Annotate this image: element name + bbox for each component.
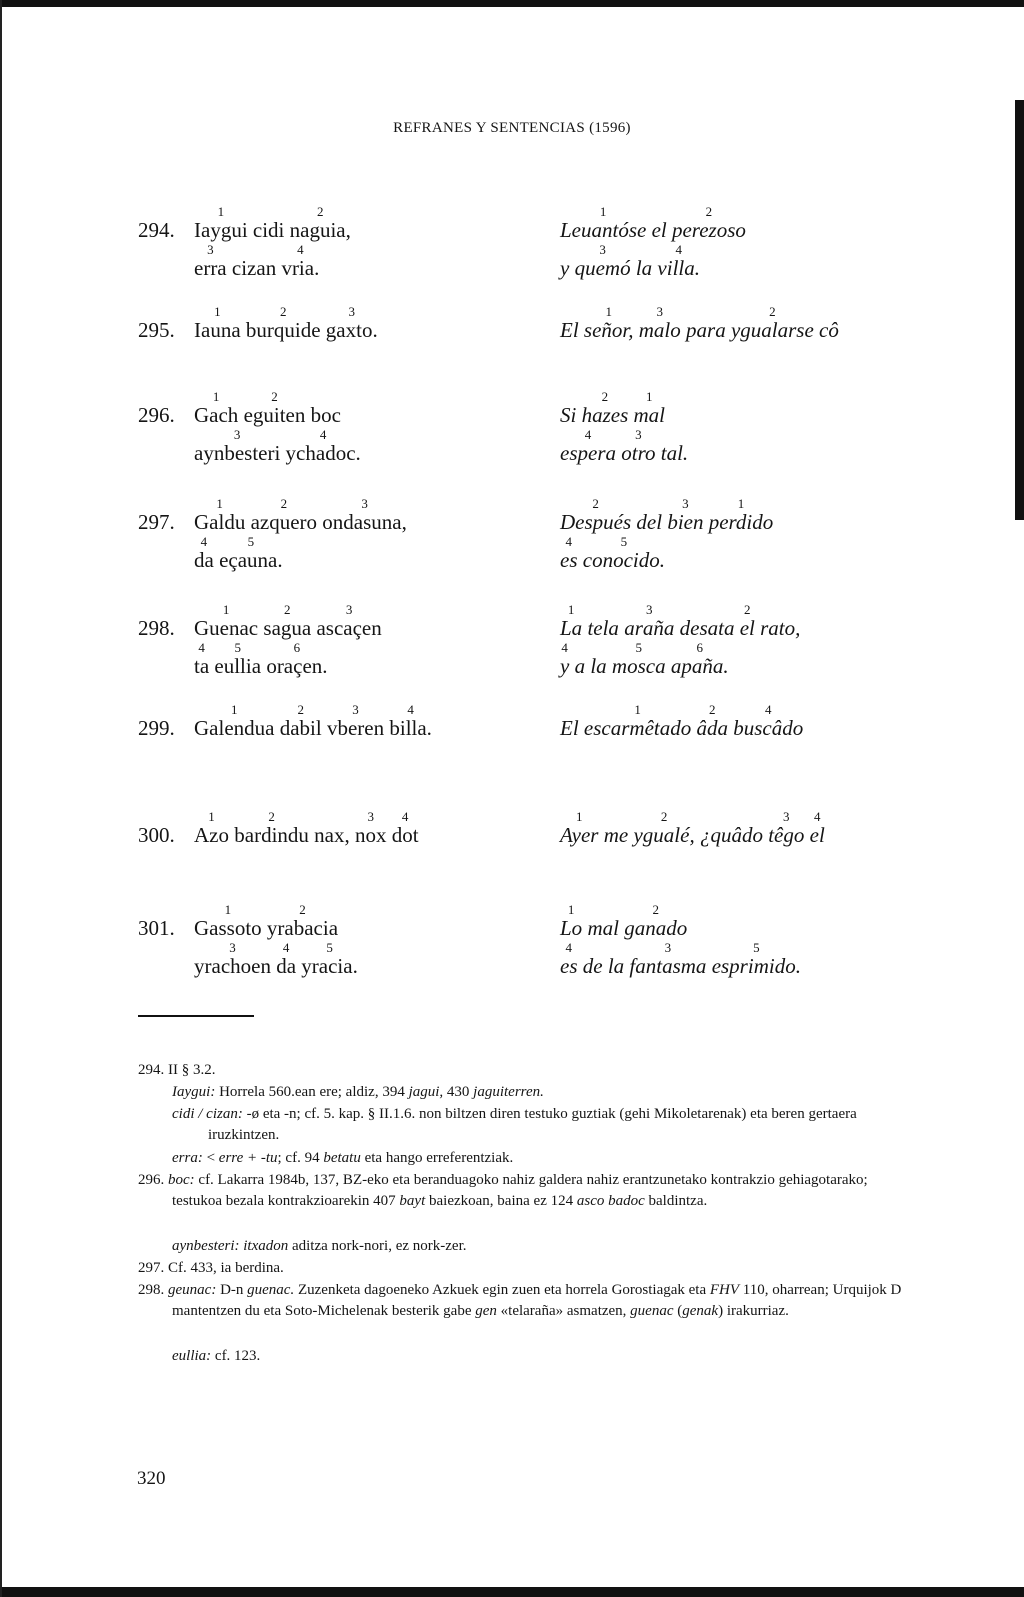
word: desata — [679, 616, 735, 640]
word-order-index: 3 — [656, 304, 664, 319]
word: ganado 2 — [624, 902, 688, 940]
word: bien 3 — [667, 496, 704, 534]
word: ondasuna, 3 — [322, 496, 407, 534]
word-order-index: 2 — [708, 702, 716, 717]
word: hazes 2 — [581, 389, 629, 427]
word: gaxto. 3 — [325, 304, 378, 342]
word-order-index: 3 — [348, 304, 355, 319]
word: yracia. 5 — [301, 940, 358, 978]
word-order-index: 4 — [198, 640, 205, 655]
word: Guenac 1 — [194, 602, 259, 640]
word-order-index: 5 — [620, 534, 628, 549]
entry-number: 296. — [138, 403, 175, 427]
running-head: REFRANES Y SENTENCIAS (1596) — [393, 120, 631, 136]
word-order-index: 3 — [783, 809, 790, 824]
word: eguiten 2 — [243, 389, 306, 427]
word: aynbesteri 3 — [194, 427, 281, 465]
word-order-index: 3 — [367, 809, 374, 824]
word-order-index: 1 — [208, 809, 215, 824]
word-order-index: 2 — [299, 902, 306, 917]
word-order-index: 3 — [345, 602, 353, 617]
basque-line-2 — [194, 640, 328, 678]
word-order-index: 1 — [222, 602, 230, 617]
word: rato, — [760, 616, 801, 640]
note-298-eullia: eullia: cf. 123. — [172, 1348, 261, 1364]
word: da 4 — [194, 534, 214, 572]
word: la — [635, 256, 653, 280]
word: El — [560, 318, 579, 342]
word: dot 4 — [391, 809, 419, 847]
note-294-erra: erra: < erre + -tu; cf. 94 betatu eta hango erreferentziak. — [172, 1150, 514, 1166]
word: ascaçen 3 — [316, 602, 382, 640]
word-order-index: 5 — [753, 940, 760, 955]
word: oraçen. 6 — [266, 640, 328, 678]
word: cizan — [231, 256, 277, 280]
word-order-index: 1 — [217, 204, 225, 219]
word-order-index: 2 — [280, 496, 288, 511]
word-order-index: 1 — [567, 902, 575, 917]
word-order-index: 5 — [234, 640, 241, 655]
word: y 4 — [560, 640, 570, 678]
word-order-index: 1 — [216, 496, 223, 511]
word-order-index: 1 — [646, 389, 653, 404]
basque-line-1 — [194, 496, 407, 534]
footnote-rule — [138, 1015, 254, 1017]
word-order-index: 1 — [634, 702, 641, 717]
word: el — [651, 218, 667, 242]
word: buscâdo 4 — [733, 702, 804, 740]
word: es 4 — [560, 940, 578, 978]
word: cidi — [252, 218, 285, 242]
word: Leuantóse 1 — [560, 204, 647, 242]
word-order-index: 1 — [212, 389, 220, 404]
spanish-line-1 — [560, 389, 666, 427]
word: Iauna 1 — [194, 304, 241, 342]
word: esprimido. 5 — [711, 940, 801, 978]
word-order-index: 6 — [293, 640, 301, 655]
spanish-line-1 — [560, 702, 804, 740]
word-order-index: 4 — [407, 702, 414, 717]
word-order-index: 3 — [352, 702, 359, 717]
word-order-index: 2 — [268, 809, 275, 824]
word: Galdu 1 — [194, 496, 246, 534]
basque-line-1 — [194, 602, 382, 640]
word: erra 3 — [194, 242, 227, 280]
word-order-index: 2 — [592, 496, 599, 511]
spanish-line-2 — [560, 242, 700, 280]
word: fantasma 3 — [629, 940, 707, 978]
scan-edge-top — [0, 0, 1024, 7]
word: señor, 1 — [583, 304, 634, 342]
word-order-index: 4 — [200, 534, 208, 549]
entry-number: 297. — [138, 510, 175, 534]
word-order-index: 4 — [764, 702, 772, 717]
word: malo 3 — [638, 304, 681, 342]
basque-line-1 — [194, 902, 339, 940]
word-order-index: 1 — [214, 304, 221, 319]
word-order-index: 3 — [361, 496, 368, 511]
note-294-iaygui: Iaygui: Horrela 560.ean ere; aldiz, 394 jagui, 430 jaguiterren. — [172, 1084, 544, 1100]
word: Azo 1 — [194, 809, 229, 847]
word-order-index: 3 — [229, 940, 236, 955]
word: yrachoen 3 — [194, 940, 271, 978]
word-order-index: 2 — [705, 204, 713, 219]
word: tal. — [660, 441, 689, 465]
spanish-line-2 — [560, 940, 801, 978]
word: conocido. 5 — [582, 534, 665, 572]
word: y — [560, 256, 570, 280]
word: El — [560, 716, 579, 740]
basque-line-1 — [194, 204, 351, 242]
spanish-line-1 — [560, 496, 774, 534]
word-order-index: 4 — [584, 427, 592, 442]
word-order-index: 4 — [675, 242, 682, 257]
word: la — [607, 954, 625, 978]
basque-line-2 — [194, 940, 358, 978]
word: nax, — [314, 823, 350, 847]
word-order-index: 1 — [599, 204, 607, 219]
word: nox 3 — [354, 809, 387, 847]
word-order-index: 1 — [567, 602, 575, 617]
word: escarmêtado 1 — [583, 702, 692, 740]
word: ygualarse 2 — [730, 304, 814, 342]
entry-number: 299. — [138, 716, 175, 740]
word-order-index: 5 — [247, 534, 255, 549]
word-order-index: 2 — [279, 304, 287, 319]
note-296-aynbesteri: aynbesteri: itxadon aditza nork-nori, ez nork-zer. — [172, 1238, 467, 1254]
entry-number: 298. — [138, 616, 175, 640]
word-order-index: 1 — [605, 304, 612, 319]
word-order-index: 3 — [599, 242, 606, 257]
spanish-line-1 — [560, 902, 688, 940]
word: azquero 2 — [250, 496, 318, 534]
word: el 4 — [809, 809, 825, 847]
word: quemó 3 — [574, 242, 631, 280]
word: dabil 2 — [279, 702, 322, 740]
word-order-index: 4 — [813, 809, 821, 824]
word: es 4 — [560, 534, 578, 572]
word: para — [686, 318, 726, 342]
word-order-index: 3 — [682, 496, 689, 511]
word-order-index: 3 — [664, 940, 672, 955]
basque-line-1 — [194, 702, 432, 740]
word: a — [574, 654, 586, 678]
scan-edge-left — [0, 0, 2, 1597]
note-296: 296. boc: cf. Lakarra 1984b, 137, BZ-eko eta beranduagoko nahiz galdera nahiz erantzunetako kontrakzio gehiagotarako; testukoa bezala kontrakzioarekin 407 bayt baiezkoan, baina ez 124 asco badoc baldintza. — [138, 1172, 868, 1209]
word: mal 1 — [633, 389, 666, 427]
word-order-index: 2 — [744, 602, 751, 617]
word: boc — [310, 403, 341, 427]
word: del — [636, 510, 663, 534]
word: bardindu 2 — [234, 809, 309, 847]
note-298: 298. geunac: D-n guenac. Zuzenketa dagoeneko Azkuek egin zuen eta horrela Gorostiagak eta FHV 110, oharrean; Urquijok D mantentzen du eta Soto-Michelenak besterik gabe gen «telaraña» asmatzen, guenac (genak) irakurriaz. — [138, 1282, 902, 1319]
word: otro 3 — [621, 427, 656, 465]
word-order-index: 4 — [561, 640, 568, 655]
basque-line-1 — [194, 304, 378, 342]
scan-edge-bottom — [0, 1587, 1024, 1597]
word-order-index: 2 — [601, 389, 609, 404]
entry-number: 300. — [138, 823, 175, 847]
word: mal — [587, 916, 619, 940]
word: ychadoc. 4 — [285, 427, 361, 465]
basque-line-1 — [194, 389, 341, 427]
word: Si — [560, 403, 577, 427]
word-order-index: 4 — [319, 427, 327, 442]
page-number: 320 — [137, 1468, 166, 1489]
word: apaña. 6 — [670, 640, 729, 678]
word: Galendua 1 — [194, 702, 275, 740]
word: ta 4 — [194, 640, 210, 678]
word: naguia, 2 — [289, 204, 351, 242]
word: têgo 3 — [768, 809, 805, 847]
word: La 1 — [560, 602, 583, 640]
word: tela — [587, 616, 619, 640]
word-order-index: 5 — [326, 940, 333, 955]
basque-line-1 — [194, 809, 419, 847]
word: perdido 1 — [708, 496, 774, 534]
word: ¿quâdo — [699, 823, 763, 847]
entry-number: 295. — [138, 318, 175, 342]
word: araña 3 — [624, 602, 675, 640]
word-order-index: 2 — [660, 809, 668, 824]
basque-line-2 — [194, 534, 283, 572]
word: el 2 — [739, 602, 755, 640]
word-order-index: 1 — [224, 902, 232, 917]
word: perezoso 2 — [671, 204, 746, 242]
note-297: 297. Cf. 433, ia berdina. — [138, 1260, 284, 1276]
word: de — [582, 954, 603, 978]
basque-line-2 — [194, 242, 320, 280]
word: Después 2 — [560, 496, 632, 534]
word: espera 4 — [560, 427, 616, 465]
note-294: 294. II § 3.2. — [138, 1062, 216, 1078]
word-order-index: 5 — [635, 640, 642, 655]
spanish-line-1 — [560, 204, 746, 242]
word: vberen 3 — [326, 702, 385, 740]
word: Lo 1 — [560, 902, 583, 940]
word-order-index: 2 — [284, 602, 291, 617]
word-order-index: 1 — [737, 496, 745, 511]
word: la — [590, 654, 607, 678]
word: Iaygui 1 — [194, 204, 248, 242]
note-294-cidi: cidi / cizan: -ø eta -n; cf. 5. kap. § II.1.6. non biltzen diren testuko guztiak (gehi Mikoletarenak) eta beren gertaera iruzkintzen. — [172, 1106, 857, 1143]
word-order-index: 1 — [230, 702, 238, 717]
word-order-index: 4 — [565, 940, 572, 955]
word: eçauna. 5 — [219, 534, 283, 572]
scan-edge-right — [1015, 100, 1024, 520]
spanish-line-1 — [560, 304, 839, 342]
word-order-index: 3 — [207, 242, 214, 257]
word: âda 2 — [696, 702, 728, 740]
word-order-index: 4 — [565, 534, 572, 549]
word-order-index: 4 — [401, 809, 409, 824]
word-order-index: 2 — [271, 389, 278, 404]
word-order-index: 3 — [646, 602, 653, 617]
word: billa. 4 — [389, 702, 432, 740]
word-order-index: 6 — [696, 640, 703, 655]
word-order-index: 4 — [297, 242, 304, 257]
word-order-index: 1 — [575, 809, 583, 824]
word: Gassoto 1 — [194, 902, 262, 940]
word-order-index: 3 — [635, 427, 642, 442]
spanish-line-1 — [560, 809, 825, 847]
basque-line-2 — [194, 427, 361, 465]
word: villa. 4 — [657, 242, 700, 280]
word-order-index: 3 — [233, 427, 241, 442]
word: cô — [819, 318, 839, 342]
word: da 4 — [276, 940, 297, 978]
word: yrabacia 2 — [266, 902, 339, 940]
entry-number: 294. — [138, 218, 175, 242]
word-order-index: 2 — [769, 304, 776, 319]
spanish-line-1 — [560, 602, 801, 640]
word: vria. 4 — [281, 242, 320, 280]
word: burquide 2 — [245, 304, 321, 342]
word-order-index: 4 — [282, 940, 290, 955]
word: mosca 5 — [611, 640, 666, 678]
word: me — [603, 823, 629, 847]
word: eullia 5 — [214, 640, 262, 678]
spanish-line-2 — [560, 640, 729, 678]
spanish-line-2 — [560, 427, 689, 465]
word-order-index: 2 — [297, 702, 304, 717]
word: Gach 1 — [194, 389, 239, 427]
word: sagua 2 — [263, 602, 312, 640]
word-order-index: 2 — [317, 204, 324, 219]
word-order-index: 2 — [652, 902, 659, 917]
word: Ayer 1 — [560, 809, 599, 847]
spanish-line-2 — [560, 534, 665, 572]
word: ygualé, 2 — [633, 809, 695, 847]
entry-number: 301. — [138, 916, 175, 940]
